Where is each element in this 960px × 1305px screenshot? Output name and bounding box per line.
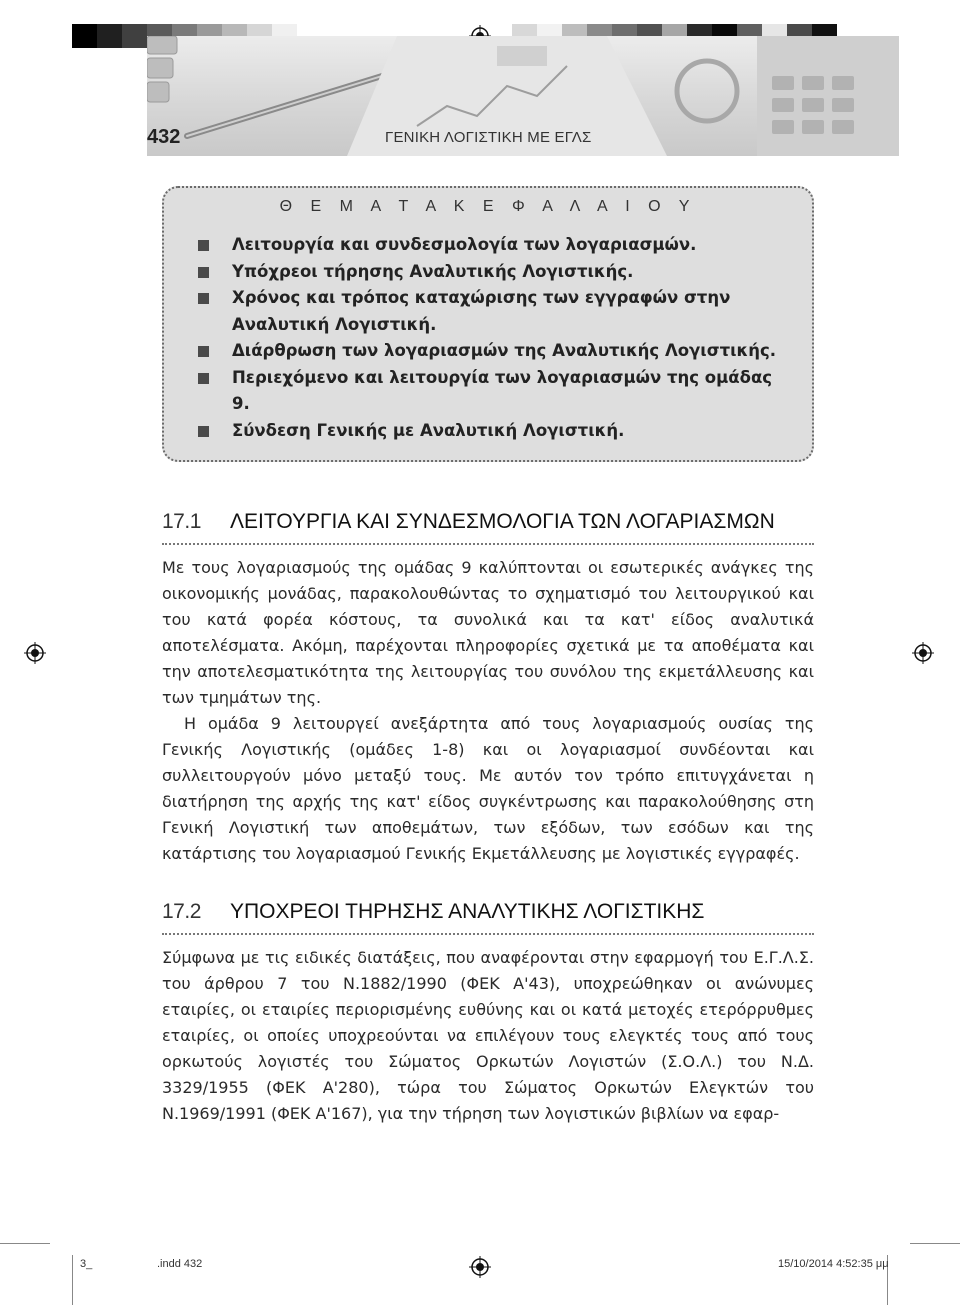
footer-indd: .indd 432 bbox=[157, 1258, 203, 1270]
registration-mark-bottom-icon bbox=[469, 1256, 491, 1278]
paragraph: Με τους λογαριασμούς της ομάδας 9 καλύπτονται οι εσωτερικές ανάγκες της οικονομικής μονάδας, παρακολουθώντας το σχηματισμό του λειτουργικού και του κατά φορέα κόστους, τα συνολικά και τα κατ' είδος αναλυτικά αποτελέσματα. Ακόμη, παρέχονται πληροφορίες σχετικά με τα αποθέματα και την αποτελεσματικότητα της λειτουργίας του συνόλου της εκμετάλλευσης και των τμημάτων της. bbox=[162, 558, 814, 707]
section-title: ΛΕΙΤΟΥΡΓΙΑ ΚΑΙ ΣΥΝΔΕΣΜΟΛΟΓΙΑ ΤΩΝ ΛΟΓΑΡΙΑΣΜΩΝ bbox=[230, 510, 775, 533]
crop-mark bbox=[910, 1243, 960, 1244]
running-header bbox=[147, 118, 899, 156]
section-heading-17-2 bbox=[162, 900, 814, 924]
list-item: Υπόχρεοι τήρησης Αναλυτικής Λογιστικής. bbox=[196, 259, 792, 286]
registration-mark-right-icon bbox=[912, 642, 934, 664]
section-divider bbox=[162, 543, 814, 545]
section-title: ΥΠΟΧΡΕΟΙ ΤΗΡΗΣΗΣ ΑΝΑΛΥΤΙΚΗΣ ΛΟΓΙΣΤΙΚΗΣ bbox=[230, 900, 705, 923]
list-item: Χρόνος και τρόπος καταχώρισης των εγγραφών στην Αναλυτική Λογιστική. bbox=[196, 285, 792, 338]
section-divider bbox=[162, 933, 814, 935]
list-item: Λειτουργία και συνδεσμολογία των λογαριασμών. bbox=[196, 232, 792, 259]
color-swatch bbox=[97, 24, 122, 48]
section-body-17-2 bbox=[162, 945, 814, 1127]
square-bullet-icon bbox=[198, 240, 209, 251]
square-bullet-icon bbox=[198, 346, 209, 357]
chapter-topics-title: Θ Ε Μ Α Τ Α Κ Ε Φ Α Λ Α Ι Ο Υ bbox=[279, 198, 697, 215]
running-head: ΓΕΝΙΚΗ ΛΟΓΙΣΤΙΚΗ ΜΕ ΕΓΛΣ bbox=[385, 128, 592, 146]
registration-mark-left-icon bbox=[24, 642, 46, 664]
list-item: Περιεχόμενο και λειτουργία των λογαριασμών της ομάδας 9. bbox=[196, 365, 792, 418]
section-body-17-1 bbox=[162, 555, 814, 867]
crop-mark bbox=[0, 1243, 50, 1244]
list-item: Διάρθρωση των λογαριασμών της Αναλυτικής Λογιστικής. bbox=[196, 338, 792, 365]
paragraph: Σύμφωνα με τις ειδικές διατάξεις, που αναφέρονται στην εφαρμογή του Ε.Γ.Λ.Σ. του άρθρου 7 του Ν.1882/1990 (ΦΕΚ Α'43), υποχρεώθηκαν οι ανώνυμες εταιρίες, οι εταιρίες περιορισμένης ευθύνης και οι κατά μετοχές ετερόρρυθμες εταιρίες, οι οποίες υποχρεούνται να επιλέγουν τους ελεγκτές τους από τους ορκωτούς λογιστές του Σώματος Ορκωτών Λογιστών (Σ.Ο.Λ.) του Ν.Δ. 3329/1955 (ΦΕΚ Α'280), τώρα του Σώματος Ορκωτών Ελεγκτών του Ν.1969/1991 (ΦΕΚ Α'167), για την τήρηση των λογιστικών βιβλίων να εφαρ- bbox=[162, 948, 814, 1123]
color-swatch bbox=[122, 24, 147, 48]
section-number: 17.1 bbox=[162, 510, 201, 533]
color-swatch bbox=[72, 24, 97, 48]
square-bullet-icon bbox=[198, 293, 209, 304]
section-heading-17-1 bbox=[162, 510, 814, 534]
square-bullet-icon bbox=[198, 373, 209, 384]
footer-datetime: 15/10/2014 4:52:35 μμ bbox=[778, 1258, 889, 1270]
page-number: 432 bbox=[147, 125, 181, 148]
chapter-topics-list bbox=[164, 232, 812, 444]
crop-mark bbox=[72, 1255, 73, 1305]
chapter-topics-box bbox=[162, 186, 814, 462]
footer-file: 3_ bbox=[80, 1258, 93, 1270]
square-bullet-icon bbox=[198, 267, 209, 278]
square-bullet-icon bbox=[198, 426, 209, 437]
paragraph: Η ομάδα 9 λειτουργεί ανεξάρτητα από τους λογαριασμούς ουσίας της Γενικής Λογιστικής (ομάδες 1-8) και οι λογαριασμοί συνδέονται και συλλειτουργούν μόνο μεταξύ τους. Με αυτόν τον τρόπο επιτυγχάνεται η διατήρηση της αρχής της κατ' είδος συγκέντρωσης και παρακολούθησης στη Γενική Λογιστική των αποθεμάτων, των εξόδων, των εσόδων και της κατάρτισης του λογαριασμού Γενικής Εκμετάλλευσης με λογιστικές εγγραφές. bbox=[162, 714, 814, 863]
section-number: 17.2 bbox=[162, 900, 201, 923]
list-item: Σύνδεση Γενικής με Αναλυτική Λογιστική. bbox=[196, 418, 792, 445]
